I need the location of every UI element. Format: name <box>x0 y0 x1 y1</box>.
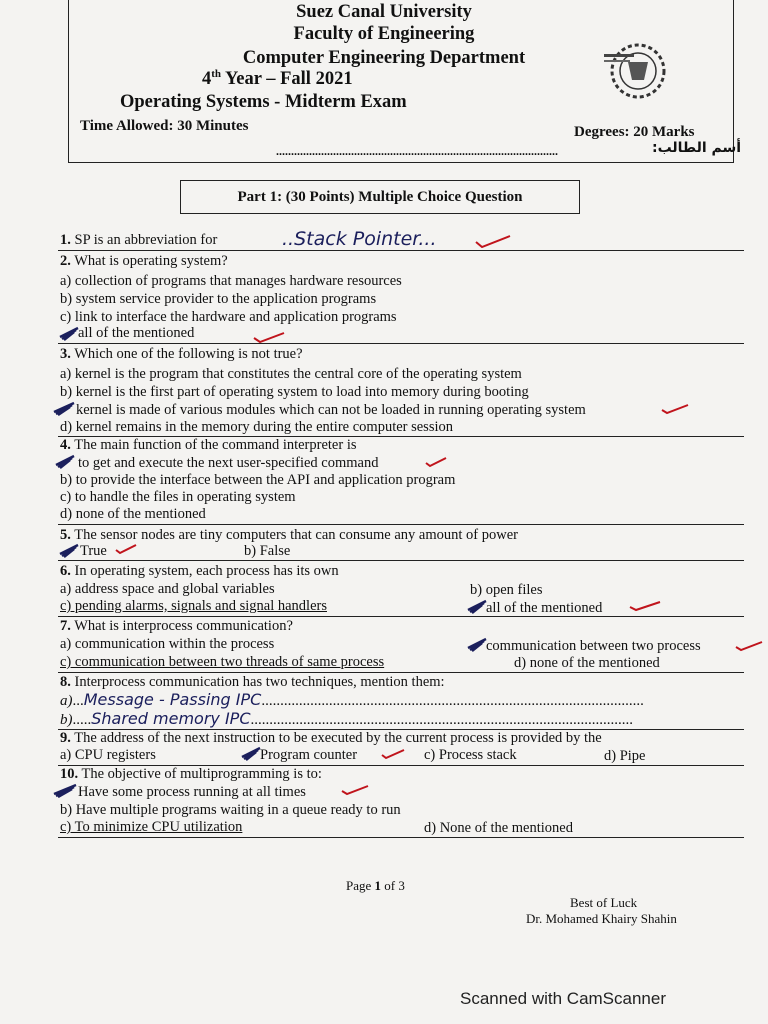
part-title: Part 1: (30 Points) Multiple Choice Question <box>237 189 523 205</box>
q4-selected-mark-icon <box>54 453 78 469</box>
q9-option-a: a) CPU registers <box>60 747 156 763</box>
q7-option-a: a) communication within the process <box>60 636 275 652</box>
q7-option-b: communication between two process <box>486 638 701 654</box>
q2-selected-mark-icon <box>58 325 80 341</box>
q2-option-b: b) system service provider to the application programs <box>60 291 377 307</box>
q9-selected-mark-icon <box>240 745 262 761</box>
q3-option-d: d) kernel remains in the memory during the entire computer session <box>60 419 454 435</box>
q10-text: 10. The objective of multiprogramming is to: <box>60 766 322 782</box>
q9-option-d: d) Pipe <box>604 748 646 764</box>
degrees: Degrees: 20 Marks <box>574 124 695 140</box>
university-logo-icon <box>604 40 672 102</box>
q1-answer: ..Stack Pointer... <box>282 228 437 250</box>
q4-option-b: b) to provide the interface between the API and application program <box>60 472 456 488</box>
department-name: Computer Engineering Department <box>242 48 526 68</box>
q6-check-icon <box>628 600 662 612</box>
q10-selected-mark-icon <box>52 782 80 798</box>
q4-check-icon <box>424 456 448 468</box>
q6-option-d: all of the mentioned <box>486 600 603 616</box>
best-of-luck: Best of Luck <box>570 895 638 910</box>
q4-option-d: d) none of the mentioned <box>60 506 206 522</box>
exam-title: Operating Systems - Midterm Exam <box>120 92 407 112</box>
q6-option-c: c) pending alarms, signals and signal handlers <box>60 598 327 614</box>
q9-option-c: c) Process stack <box>424 747 517 763</box>
q1-text: 1. SP is an abbreviation for <box>60 232 218 248</box>
q5-option-a: True <box>80 543 107 559</box>
faculty-name: Faculty of Engineering <box>293 24 475 44</box>
q2-option-d: all of the mentioned <box>78 325 195 341</box>
university-name: Suez Canal University <box>296 2 472 22</box>
q3-check-icon <box>660 403 690 415</box>
q9-check-icon <box>380 748 406 760</box>
q9-option-b: Program counter <box>260 747 358 763</box>
q4-text: 4. The main function of the command interpreter is <box>60 437 357 453</box>
q7-option-c: c) communication between two threads of same process <box>60 654 385 670</box>
q5-text: 5. The sensor nodes are tiny computers that can consume any amount of power <box>60 527 518 543</box>
q10-option-c: c) To minimize CPU utilization <box>60 819 243 835</box>
student-name-label: أسم الطالب: <box>652 140 742 156</box>
exam-year: 4th Year – Fall 2021 <box>202 68 353 90</box>
q3-option-a: a) kernel is the program that constitutes the central core of the operating system <box>60 366 522 382</box>
divider <box>58 837 744 838</box>
q9-text: 9. The address of the next instruction to be executed by the current process is provided by the <box>60 730 602 746</box>
q7-option-d: d) none of the mentioned <box>514 655 660 671</box>
q2-check-icon <box>252 330 286 344</box>
q3-option-c: kernel is made of various modules which can not be loaded in running operating system <box>76 402 586 418</box>
q10-check-icon <box>340 784 370 796</box>
q5-check-icon <box>114 543 138 555</box>
time-allowed: Time Allowed: 30 Minutes <box>80 118 249 134</box>
q2-option-a: a) collection of programs that manages hardware resources <box>60 273 402 289</box>
q3-option-b: b) kernel is the first part of operating system to load into memory during booting <box>60 384 529 400</box>
q4-option-a: to get and execute the next user-specified command <box>78 455 379 471</box>
q10-option-b: b) Have multiple programs waiting in a queue ready to run <box>60 802 401 818</box>
q6-option-a: a) address space and global variables <box>60 581 275 597</box>
q7-selected-mark-icon <box>466 636 488 652</box>
q10-option-a: Have some process running at all times <box>78 784 306 800</box>
divider <box>58 524 744 525</box>
q2-option-c: c) link to interface the hardware and application programs <box>60 309 397 325</box>
q1-check-icon <box>474 234 512 248</box>
q2-text: 2. What is operating system? <box>60 253 228 269</box>
q4-option-c: c) to handle the files in operating system <box>60 489 296 505</box>
student-name-dots: .............................................................................................. <box>276 144 558 158</box>
q7-check-icon <box>734 640 764 652</box>
divider <box>58 343 744 344</box>
author-name: Dr. Mohamed Khairy Shahin <box>526 911 677 926</box>
q7-text: 7. What is interprocess communication? <box>60 618 293 634</box>
q8-text: 8. Interprocess communication has two techniques, mention them: <box>60 674 445 690</box>
q5-selected-mark-icon <box>58 542 80 558</box>
q8-answer-b: b).....Shared memory IPC...................................................................................................... <box>60 709 633 728</box>
camscanner-watermark: Scanned with CamScanner <box>460 989 667 1008</box>
q6-option-b: b) open files <box>470 582 543 598</box>
q8-answer-a: a)...Message - Passing IPC...................................................................................................... <box>60 690 644 709</box>
q3-text: 3. Which one of the following is not true? <box>60 346 303 362</box>
q6-text: 6. In operating system, each process has its own <box>60 563 339 579</box>
divider <box>58 250 744 251</box>
q6-selected-mark-icon <box>466 598 488 614</box>
q10-option-d: d) None of the mentioned <box>424 820 573 836</box>
q5-option-b: b) False <box>244 543 291 559</box>
page-number: Page 1 of 3 <box>346 878 405 893</box>
divider <box>58 560 744 561</box>
q3-selected-mark-icon <box>52 400 78 416</box>
